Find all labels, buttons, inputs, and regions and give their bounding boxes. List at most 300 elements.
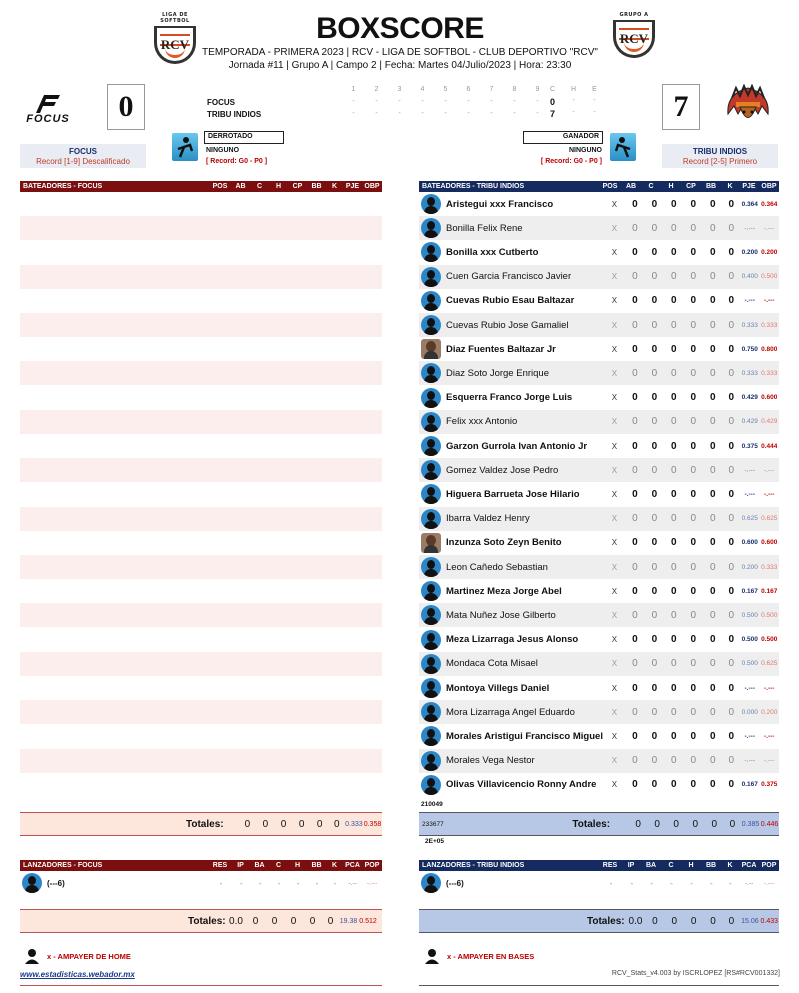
stat-cell: 0 [632,513,638,525]
stat-cell: 0 [709,730,716,742]
col-header: POP [761,862,777,869]
home-che [542,97,605,107]
col-header: C [668,862,674,869]
pje-cell: 0.200 [741,248,758,256]
obp-cell: -.--- [764,684,775,692]
stat-cell: 0 [690,513,697,525]
stat-cell: 0 [671,706,677,718]
player-avatar-icon [421,291,441,311]
obp-cell: -.--- [764,224,775,232]
table-row [419,313,779,337]
extra-code: 2E+05 [425,838,444,845]
table-row [20,773,382,797]
player-avatar-icon [421,557,441,577]
position-cell: X [611,320,618,330]
stat-cell: 0 [651,222,658,234]
logo-caption: LIGA DE SOFTBOL [160,12,190,24]
total-value: 0.0 [628,915,643,927]
table-row [20,386,382,410]
table-row [419,482,779,506]
player-photo [421,339,441,359]
stat-cell: 0 [651,682,658,694]
player-avatar-icon [421,605,441,625]
stat-cell: 0 [709,295,716,307]
table-row [419,216,779,240]
stat-cell: 0 [709,513,716,525]
pop-cell: -.--- [366,879,378,887]
stat-cell: 0 [690,585,697,597]
pca-cell: -.-- [745,879,754,887]
pitcher-name: (---6) [47,878,65,888]
table-row [419,555,779,579]
stat-cell: 0 [709,658,716,670]
player-avatar-icon [421,315,441,335]
position-cell: X [611,780,618,790]
stat-cell: - [710,878,713,888]
team-card-name: TRIBU INDIOS [692,147,748,156]
errors-header: E [592,86,597,93]
pje-cell: 0.500 [741,660,758,668]
player-name: Cuen Garcia Francisco Javier [446,271,572,283]
hits-header: H [570,86,577,93]
pje-cell: 0.333 [741,321,758,329]
total-value: 0 [262,818,269,830]
obp-cell: 0.375 [761,781,778,789]
website-link[interactable]: www.estadisticas.webador.mx [20,970,135,979]
inning-score: - [513,110,516,117]
col-header: POS [212,183,228,190]
away-team-name: TRIBU INDIOS [207,110,262,119]
pitcher-name: (---6) [446,878,464,888]
pitching-totals-tribu [419,909,779,933]
stat-cell: 0 [671,488,677,500]
pje-cell: 0.400 [741,273,758,281]
col-header: OBP [364,183,380,190]
col-header: PCA [741,862,757,869]
total-pca: 15.06 [741,917,759,925]
player-avatar-icon [421,775,441,795]
home-team-card [20,144,146,168]
obp-cell: 0.167 [761,587,778,595]
player-name: Martinez Meza Jorge Abel [446,585,562,597]
col-header: POP [364,862,380,869]
stat-cell: 0 [728,706,735,718]
batting-table-focus [20,181,382,841]
pje-cell: 0.333 [741,369,758,377]
table-row [419,434,779,458]
player-avatar-icon [421,702,441,722]
table-title: BATEADORES - FOCUS [23,183,103,190]
total-obp: 0.358 [363,820,382,828]
footer-divider [419,985,779,986]
total-pje: 0.333 [345,820,363,828]
stat-cell: 0 [651,416,658,428]
col-header: K [727,183,733,190]
stat-cell: 0 [632,440,638,452]
total-value: 0 [673,818,679,830]
home-team-name: FOCUS [207,98,235,107]
stat-cell: 0 [632,198,638,210]
inning-number: 1 [351,86,356,93]
runs-header: C [549,86,556,93]
home-innings [342,98,549,105]
batting-table-tribu [419,181,779,801]
table-row [20,652,382,676]
obp-cell: 0.625 [761,660,778,668]
away-innings [342,110,549,117]
inning-score: - [352,110,355,117]
position-cell: X [611,707,618,717]
total-value: 0 [692,818,699,830]
stat-cell: 0 [671,319,677,331]
stat-cell: 0 [651,561,658,573]
stat-cell: 0 [709,682,716,694]
col-header: PCA [345,862,360,869]
stat-cell: 0 [651,198,658,210]
table-row [20,555,382,579]
stat-cell: 0 [671,222,677,234]
player-name: Diaz Soto Jorge Enrique [446,367,549,379]
logo-text: RCV [619,31,649,46]
stat-cell: 0 [709,755,716,767]
pje-cell: 0.167 [741,587,758,595]
pje-cell: -.--- [744,297,755,305]
stat-cell: - [240,878,243,888]
stat-cell: 0 [709,706,716,718]
stat-cell: 0 [728,755,735,767]
losing-status: DERROTADO [204,131,284,144]
player-name: Olivas Villavicencio Ronny Andre [446,779,597,791]
team-card-record: Record [1-9] Descalificado [36,157,130,166]
pje-cell: 0.500 [741,636,758,644]
stat-cell: 0 [651,585,658,597]
stat-cell: 0 [728,609,735,621]
stat-cell: 0 [690,367,697,379]
table-row [419,749,779,773]
player-name: Higuera Barrueta Jose Hilario [446,488,580,500]
obp-cell: 0.444 [761,442,778,450]
position-cell: X [611,659,618,669]
stat-cell: 0 [709,488,716,500]
col-header: AB [625,183,637,190]
player-avatar-icon [421,242,441,262]
pitcher-icon [610,133,636,161]
total-value: 0 [728,915,735,927]
stat-cell: 0 [709,271,716,283]
player-avatar-icon [421,726,441,746]
extra-code: 233677 [422,820,444,828]
col-header: BB [705,862,717,869]
col-header: K [727,862,733,869]
home-hits: - [572,97,575,104]
stat-cell: 0 [728,271,735,283]
stat-cell: 0 [728,658,735,670]
stat-cell: 0 [651,392,658,404]
player-name: Bonilla Felix Rene [446,222,523,234]
col-header: H [275,183,282,190]
table-row [20,313,382,337]
stat-cell: 0 [671,609,677,621]
stat-cell: 0 [728,343,735,355]
position-cell: X [611,223,618,233]
total-value: 0 [671,915,678,927]
obp-cell: -.--- [764,757,775,765]
pje-cell: -.--- [744,732,755,740]
stat-cell: 0 [671,755,677,767]
position-cell: X [611,756,618,766]
stat-cell: - [277,878,281,888]
position-cell: X [611,344,618,354]
stat-cell: 0 [728,585,735,597]
col-header: AB [235,183,246,190]
inning-score: - [490,98,493,105]
stat-cell: 0 [728,295,735,307]
col-header: IP [627,862,635,869]
total-obp: 0.446 [760,820,779,828]
table-row [20,507,382,531]
stat-cell: 0 [632,464,638,476]
away-runs: 7 [549,109,555,119]
player-name: Aristegui xxx Francisco [446,198,554,210]
stat-cell: 0 [690,682,697,694]
stat-cell: 0 [709,343,716,355]
winning-pitcher: NINGUNO [568,147,602,154]
pop-cell: -.--- [763,879,775,887]
stat-cell: 0 [651,537,658,549]
obp-cell: -.--- [764,466,775,474]
stat-cell: 0 [651,246,658,258]
player-avatar-icon [421,267,441,287]
stat-cell: 0 [632,561,638,573]
table-row [20,482,382,506]
stat-cell: 0 [632,319,638,331]
inning-score: - [352,98,355,105]
stat-cell: 0 [690,295,697,307]
pje-cell: 0.364 [741,200,758,208]
obp-cell: 0.200 [761,248,778,256]
obp-cell: 0.333 [761,369,778,377]
position-cell: X [611,514,618,524]
stat-cell: 0 [632,730,638,742]
player-name: Mora Lizarraga Angel Eduardo [446,706,575,718]
inning-number: 5 [443,86,448,93]
stat-cell: 0 [651,730,658,742]
position-cell: X [611,562,618,572]
player-name: Gomez Valdez Jose Pedro [446,464,559,476]
stat-cell: 0 [728,779,735,791]
table-row [419,192,779,216]
col-header: H [294,862,301,869]
total-value: 0 [710,915,716,927]
stat-cell: 0 [632,585,638,597]
pje-cell: 0.600 [741,539,758,547]
pitcher-row [419,871,779,895]
stat-cell: - [690,878,693,888]
table-header [20,860,382,871]
stat-cell: 0 [709,464,716,476]
inning-number: 3 [397,86,402,93]
table-row [419,676,779,700]
col-header: K [331,183,338,190]
pje-cell: 0.167 [741,781,758,789]
team-card-record: Record [2-5] Primero [682,157,758,166]
away-errors: - [593,109,596,116]
stat-cell: 0 [671,561,677,573]
total-value: 0 [711,818,718,830]
stat-cell: 0 [671,198,677,210]
inning-score: - [536,98,539,105]
stat-cell: 0 [709,222,716,234]
inning-number: 7 [489,86,494,93]
table-row [419,458,779,482]
pitcher-icon [172,133,198,161]
stat-cell: 0 [651,319,658,331]
table-row [20,265,382,289]
table-header [20,181,382,192]
player-name: Felix xxx Antonio [446,416,518,428]
obp-cell: 0.500 [761,611,778,619]
stat-cell: 0 [671,295,677,307]
inning-number: 8 [512,86,517,93]
stat-cell: 0 [728,222,735,234]
col-header: PJE [345,183,360,190]
col-header: BB [311,183,322,190]
col-header: H [668,183,674,190]
position-cell: X [611,683,618,693]
total-value: 0 [252,915,259,927]
stat-cell: 0 [651,367,658,379]
col-header: BB [311,862,322,869]
bases-umpire-label: x - AMPAYER EN BASES [447,952,535,961]
inning-score: - [375,110,378,117]
col-header: POS [602,183,618,190]
stat-cell: 0 [690,609,697,621]
batting-totals-tribu [419,812,779,836]
total-value: 0 [327,915,334,927]
stat-cell: - [296,878,300,888]
pje-cell: 0.429 [741,394,758,402]
pje-cell: -.--- [744,490,755,498]
stat-cell: 0 [671,634,677,646]
total-value: 0 [654,818,660,830]
winning-status: GANADOR [523,131,603,144]
table-row [20,337,382,361]
stat-cell: 0 [690,392,697,404]
stat-cell: 0 [632,634,638,646]
stat-cell: 0 [632,682,638,694]
table-row [419,410,779,434]
player-name: Mondaca Cota Misael [446,658,538,670]
col-header: RES [602,862,618,869]
player-avatar-icon [421,678,441,698]
stat-cell: - [219,878,223,888]
stat-cell: 0 [690,706,697,718]
player-name: Inzunza Soto Zeyn Benito [446,537,562,549]
total-value: 0 [271,915,278,927]
obp-cell: 0.200 [761,708,778,716]
table-row [20,410,382,434]
stat-cell: 0 [632,392,638,404]
stat-cell: 0 [632,488,638,500]
stat-cell: 0 [671,658,677,670]
stat-cell: 0 [671,367,677,379]
obp-cell: -.--- [764,297,775,305]
inning-score: - [444,98,447,105]
home-runs: 0 [549,97,555,107]
total-value: 0 [729,818,736,830]
home-score: 0 [107,84,145,130]
stat-cell: 0 [690,730,697,742]
table-row [20,289,382,313]
player-name: Diaz Fuentes Baltazar Jr [446,343,556,355]
pje-cell: 0.500 [741,611,758,619]
pitching-table-focus [20,860,382,895]
position-cell: X [611,368,618,378]
stat-cell: 0 [690,561,697,573]
pje-cell: -.--- [744,466,755,474]
col-header: C [256,183,263,190]
table-row [419,724,779,748]
table-row [20,216,382,240]
table-row [20,240,382,264]
inning-score: - [536,110,539,117]
stat-cell: 0 [632,246,638,258]
che-headers [542,86,605,93]
pje-cell: 0.750 [741,345,758,353]
table-row [20,700,382,724]
stat-cell: 0 [690,271,697,283]
stat-cell: 0 [690,198,697,210]
stat-cell: 0 [651,464,658,476]
stat-cell: 0 [632,367,638,379]
stat-cell: 0 [671,464,677,476]
stat-cell: 0 [651,706,658,718]
stat-cell: 0 [690,416,697,428]
home-umpire-label: x - AMPAYER DE HOME [47,952,131,961]
obp-cell: 0.500 [761,273,778,281]
total-value: 0 [635,818,641,830]
stat-cell: - [670,878,673,888]
stat-cell: 0 [651,755,658,767]
stat-cell: 0 [690,779,697,791]
table-row [419,603,779,627]
totals-label: Totales: [188,915,226,927]
total-value: 0 [309,915,316,927]
total-value: 0 [334,818,340,830]
stat-cell: 0 [632,416,638,428]
tribu-indios-logo [722,84,774,130]
position-cell: X [611,489,618,499]
obp-cell: 0.429 [761,418,778,426]
footer-divider [20,985,382,986]
table-header [419,860,779,871]
position-cell: X [611,635,618,645]
stat-cell: - [333,878,337,888]
obp-cell: -.--- [764,490,775,498]
position-cell: X [611,441,618,451]
table-row [20,749,382,773]
stat-cell: 0 [709,416,716,428]
stat-cell: 0 [632,658,638,670]
position-cell: X [611,538,618,548]
player-avatar-icon [421,436,441,456]
player-name: Morales Aristigui Francisco Miguel [446,730,603,742]
position-cell: X [611,465,618,475]
col-header: C [275,862,282,869]
table-row [419,652,779,676]
stat-cell: 0 [690,343,697,355]
team-card-name: FOCUS [69,147,97,156]
